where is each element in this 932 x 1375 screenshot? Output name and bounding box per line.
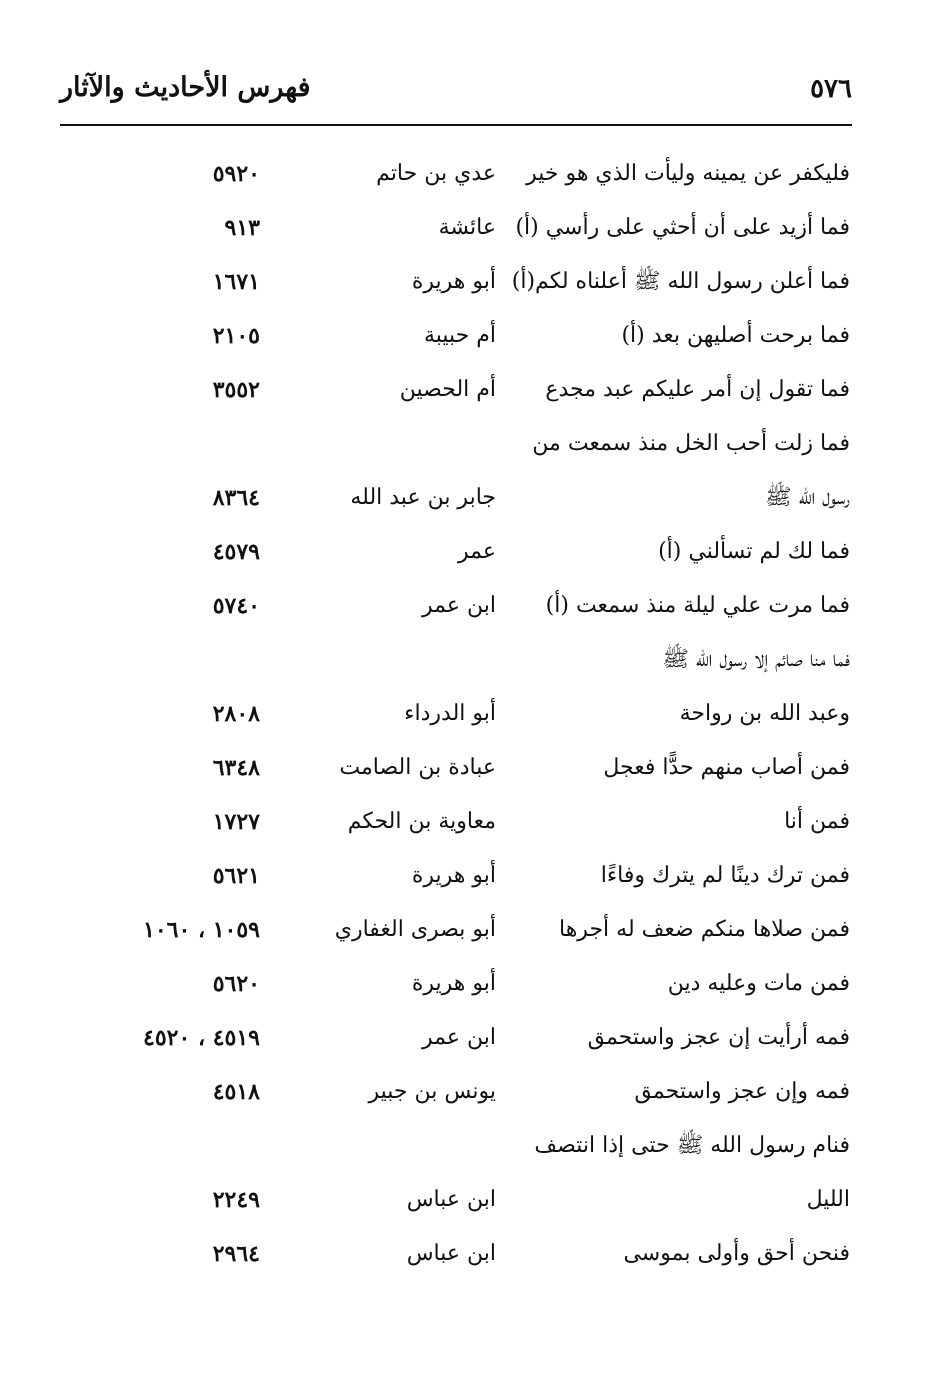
hadith-number: ٢١٠٥ bbox=[212, 323, 260, 349]
narrator-name: عدي بن حاتم bbox=[376, 161, 496, 186]
narrator-name: ابن عباس bbox=[406, 1241, 496, 1266]
narrator-name: أم الحصين bbox=[399, 377, 496, 402]
index-entry bbox=[0, 202, 932, 256]
narrator-name: جابر بن عبد الله bbox=[350, 485, 496, 510]
index-entry bbox=[0, 1066, 932, 1120]
hadith-text: فما أزيد على أن أحثي على رأسي (أ) bbox=[515, 215, 850, 240]
index-entry bbox=[0, 796, 932, 850]
hadith-text: فما أعلن رسول الله ﷺ أعلناه لكم(أ) bbox=[511, 269, 850, 294]
narrator-name: ابن عباس bbox=[406, 1187, 496, 1212]
hadith-number: ٤٥١٩ ، ٤٥٢٠ bbox=[143, 1025, 260, 1051]
index-entry bbox=[0, 1228, 932, 1282]
hadith-text: الليل bbox=[806, 1187, 850, 1212]
hadith-number: ٢٨٠٨ bbox=[212, 701, 260, 727]
hadith-number: ٨٣٦٤ bbox=[212, 485, 260, 511]
narrator-name: أبو هريرة bbox=[411, 971, 496, 996]
narrator-name: معاوية بن الحكم bbox=[347, 809, 496, 834]
hadith-text: فمه وإن عجز واستحمق bbox=[634, 1079, 850, 1104]
hadith-text: فمن مات وعليه دين bbox=[667, 971, 850, 996]
narrator-name: ابن عمر bbox=[422, 1025, 496, 1050]
hadith-text: فما منا صائم إلا رسول الله ﷺ bbox=[662, 647, 850, 672]
hadith-text: فما برحت أصليهن بعد (أ) bbox=[621, 323, 850, 348]
hadith-text: فنام رسول الله ﷺ حتى إذا انتصف bbox=[534, 1133, 850, 1158]
hadith-text: فما زلت أحب الخل منذ سمعت من bbox=[532, 431, 850, 456]
index-entry bbox=[0, 148, 932, 202]
narrator-name: أبو بصرى الغفاري bbox=[334, 917, 496, 942]
hadith-text: رسول الله ﷺ bbox=[765, 485, 850, 510]
index-entry bbox=[0, 634, 932, 688]
index-entry bbox=[0, 958, 932, 1012]
narrator-name: عبادة بن الصامت bbox=[339, 755, 496, 780]
index-entry bbox=[0, 742, 932, 796]
narrator-name: أبو هريرة bbox=[411, 269, 496, 294]
hadith-number: ٢٢٤٩ bbox=[212, 1187, 260, 1213]
hadith-number: ٩١٣ bbox=[224, 215, 260, 241]
index-entry bbox=[0, 850, 932, 904]
hadith-number: ٥٧٤٠ bbox=[212, 593, 260, 619]
hadith-index-list bbox=[0, 148, 932, 1282]
hadith-text: فمن أصاب منهم حدًّا فعجل bbox=[603, 755, 850, 780]
hadith-number: ١٠٥٩ ، ١٠٦٠ bbox=[143, 917, 260, 943]
hadith-number: ٤٥٧٩ bbox=[212, 539, 260, 565]
index-entry bbox=[0, 688, 932, 742]
hadith-text: فنحن أحق وأولى بموسى bbox=[623, 1241, 850, 1266]
page-header bbox=[60, 72, 852, 118]
hadith-text: فمن صلاها منكم ضعف له أجرها bbox=[559, 917, 850, 942]
index-entry bbox=[0, 526, 932, 580]
hadith-number: ٣٥٥٢ bbox=[212, 377, 260, 403]
hadith-text: فليكفر عن يمينه وليأت الذي هو خير bbox=[526, 161, 850, 186]
index-entry bbox=[0, 1012, 932, 1066]
hadith-number: ٥٩٢٠ bbox=[212, 161, 260, 187]
index-entry bbox=[0, 418, 932, 472]
hadith-text: فمن ترك دينًا لم يترك وفاءًا bbox=[600, 863, 850, 888]
index-entry bbox=[0, 310, 932, 364]
index-entry bbox=[0, 580, 932, 634]
index-entry bbox=[0, 1120, 932, 1174]
page-number: ٥٧٦ bbox=[810, 74, 852, 104]
narrator-name: أم حبيبة bbox=[423, 323, 496, 348]
hadith-text: فما مرت علي ليلة منذ سمعت (أ) bbox=[545, 593, 850, 618]
hadith-text: فما لك لم تسألني (أ) bbox=[658, 539, 850, 564]
page-title: فهرس الأحاديث والآثار bbox=[60, 72, 311, 103]
hadith-number: ١٦٧١ bbox=[212, 269, 260, 295]
narrator-name: عمر bbox=[458, 539, 496, 564]
index-entry bbox=[0, 364, 932, 418]
narrator-name: عائشة bbox=[438, 215, 496, 240]
hadith-number: ٥٦٢١ bbox=[212, 863, 260, 889]
index-entry bbox=[0, 256, 932, 310]
narrator-name: ابن عمر bbox=[422, 593, 496, 618]
narrator-name: يونس بن جبير bbox=[368, 1079, 496, 1104]
hadith-text: فما تقول إن أمر عليكم عبد مجدع bbox=[545, 377, 850, 402]
header-rule bbox=[60, 124, 852, 126]
index-entry bbox=[0, 472, 932, 526]
hadith-number: ١٧٢٧ bbox=[212, 809, 260, 835]
narrator-name: أبو الدرداء bbox=[404, 701, 496, 726]
hadith-number: ٦٣٤٨ bbox=[212, 755, 260, 781]
hadith-text: وعبد الله بن رواحة bbox=[679, 701, 850, 726]
index-entry bbox=[0, 1174, 932, 1228]
hadith-text: فمه أرأيت إن عجز واستحمق bbox=[587, 1025, 850, 1050]
hadith-number: ٤٥١٨ bbox=[212, 1079, 260, 1105]
hadith-number: ٢٩٦٤ bbox=[212, 1241, 260, 1267]
index-entry bbox=[0, 904, 932, 958]
narrator-name: أبو هريرة bbox=[411, 863, 496, 888]
hadith-number: ٥٦٢٠ bbox=[212, 971, 260, 997]
hadith-text: فمن أنا bbox=[784, 809, 850, 834]
